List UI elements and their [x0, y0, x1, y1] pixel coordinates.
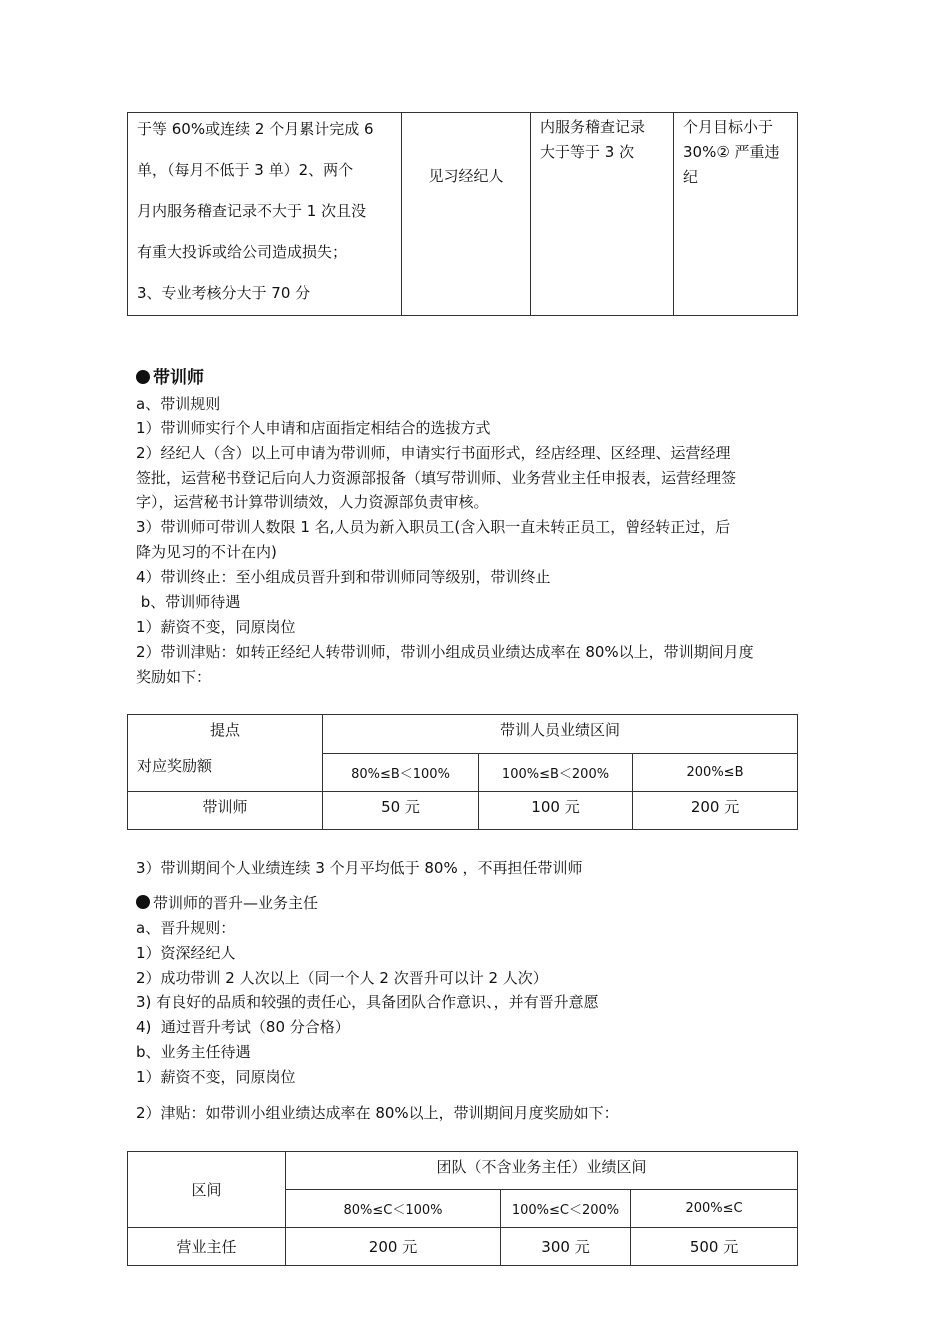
top-table-audit-cell	[531, 113, 674, 316]
body-line: 2）经纪人（含）以上可申请为带训师，申请实行书面形式，经店经理、区经理、运营经理	[136, 444, 731, 462]
table2-value: 300 元	[501, 1228, 631, 1266]
table2-value: 200 元	[286, 1228, 501, 1266]
table2-group-header: 团队（不含业务主任）业绩区间	[286, 1152, 798, 1190]
body-line: 签批，运营秘书登记后向人力资源部报备（填写带训师、业务营业主任申报表，运营经理签	[136, 469, 737, 487]
table2-range: 200%≤C	[631, 1190, 798, 1228]
top-table-criteria-cell	[128, 113, 402, 316]
table1-value: 100 元	[479, 792, 633, 830]
body-line: 2）成功带训 2 人次以上（同一个人 2 次晋升可以计 2 人次）	[136, 969, 548, 987]
table2-value: 500 元	[631, 1228, 798, 1266]
body-line: 4) 通过晋升考试（80 分合格）	[136, 1018, 350, 1036]
criteria-line: 于等 60%或连续 2 个月累计完成 6	[137, 120, 374, 138]
table1-corner-top: 提点	[209, 721, 240, 739]
table1-corner-cell	[128, 715, 323, 792]
table1-corner-bottom: 对应奖励额	[137, 757, 213, 775]
audit-line: 大于等于 3 次	[540, 143, 635, 161]
trainer-reward-table	[127, 714, 798, 830]
table1-group-header: 带训人员业绩区间	[323, 715, 798, 754]
body-line: 3）带训期间个人业绩连续 3 个月平均低于 80% ，不再担任带训师	[136, 859, 583, 877]
body-line: 2）带训津贴：如转正经纪人转带训师，带训小组成员业绩达成率在 80%以上，带训期间月度	[136, 643, 754, 661]
audit-line: 内服务稽查记录	[540, 118, 646, 136]
criteria-line: 月内服务稽查记录不大于 1 次且没	[137, 202, 367, 220]
target-line: 个月目标小于	[683, 118, 774, 136]
role-text: 见习经纪人	[428, 167, 504, 185]
body-line: 1）带训师实行个人申请和店面指定相结合的选拔方式	[136, 419, 491, 437]
body-line: 1）薪资不变，同原岗位	[136, 618, 296, 636]
table1-value: 200 元	[633, 792, 798, 830]
table2-range: 80%≤C＜100%	[286, 1190, 501, 1228]
target-line: 纪	[683, 168, 699, 186]
body-line: 2）津贴：如带训小组业绩达成率在 80%以上，带训期间月度奖励如下：	[136, 1104, 619, 1122]
table2-row-label: 营业主任	[128, 1228, 286, 1266]
body-line: a、带训规则	[136, 395, 221, 413]
table1-range: 100%≤B＜200%	[479, 753, 633, 792]
body-line: b、带训师待遇	[136, 593, 241, 611]
table1-value: 50 元	[323, 792, 479, 830]
bullet-icon	[136, 895, 150, 909]
body-line: b、业务主任待遇	[136, 1043, 251, 1061]
criteria-line: 单，（每月不低于 3 单）2、两个	[137, 161, 354, 179]
supervisor-reward-table	[127, 1151, 798, 1266]
body-line: 1）资深经纪人	[136, 944, 236, 962]
table2-range: 100%≤C＜200%	[501, 1190, 631, 1228]
table1-range: 200%≤B	[633, 753, 798, 792]
criteria-line: 3、专业考核分大于 70 分	[137, 284, 311, 302]
body-line: 4）带训终止：至小组成员晋升到和带训师同等级别，带训终止	[136, 568, 551, 586]
target-line: 30%② 严重违	[683, 143, 780, 161]
section-title-trainer: 带训师	[136, 366, 204, 390]
body-line: 字），运营秘书计算带训绩效，人力资源部负责审核。	[136, 493, 489, 511]
table1-row-label: 带训师	[128, 792, 323, 830]
body-line: a、晋升规则：	[136, 919, 236, 937]
table1-range: 80%≤B＜100%	[323, 753, 479, 792]
body-line: 3) 有良好的品质和较强的责任心，具备团队合作意识、，并有晋升意愿	[136, 993, 599, 1011]
criteria-line: 有重大投诉或给公司造成损失；	[137, 243, 348, 261]
section-title-promotion: 带训师的晋升—业务主任	[136, 892, 318, 914]
table2-corner-cell: 区间	[128, 1152, 286, 1228]
body-line: 3）带训师可带训人数限 1 名,人员为新入职员工(含入职一直未转正员工，曾经转正过，后	[136, 518, 731, 536]
body-line: 降为见习的不计在内)	[136, 543, 277, 561]
body-line: 1）薪资不变，同原岗位	[136, 1068, 296, 1086]
top-table	[127, 112, 798, 316]
top-table-target-cell	[674, 113, 798, 316]
body-line: 奖励如下：	[136, 668, 212, 686]
bullet-icon	[136, 370, 150, 384]
top-table-role-cell	[402, 113, 531, 316]
